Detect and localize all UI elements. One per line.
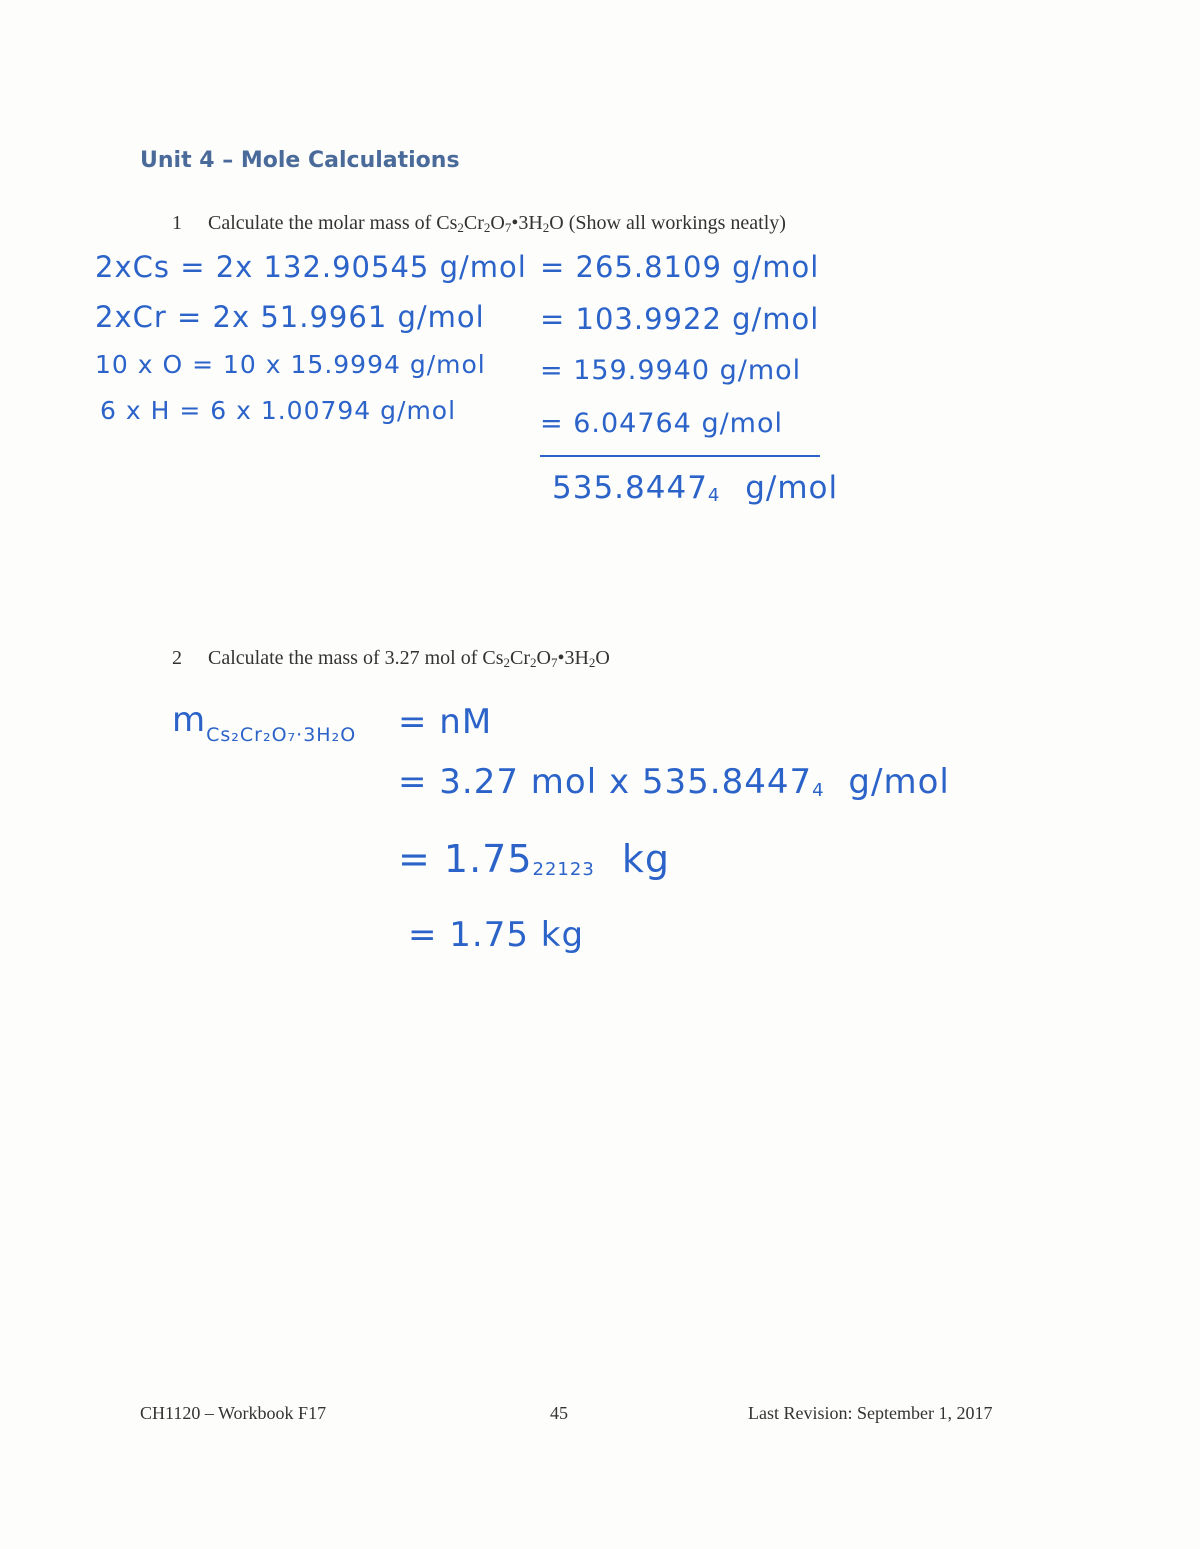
question-number: 1	[172, 212, 182, 234]
hw-line-h-right: = 6.04764 g/mol	[540, 408, 783, 439]
hw-eq-final: = 1.75 kg	[408, 915, 585, 955]
formula-part: Cr	[510, 647, 531, 669]
formula-sub: 7	[550, 655, 558, 670]
formula-sub: 2	[457, 220, 464, 235]
formula-sub: 2	[530, 655, 537, 670]
question-2	[172, 647, 610, 670]
unrounded-value: = 1.75	[398, 837, 533, 881]
substitution-value: = 3.27 mol x 535.8447	[398, 762, 813, 802]
formula-sub: 2	[483, 220, 491, 235]
footer-course: CH1120 – Workbook F17	[140, 1403, 327, 1423]
question-text-post: (Show all workings neatly)	[563, 212, 786, 234]
hw-line-cs-left: 2xCs = 2x 132.90545 g/mol	[95, 250, 527, 284]
hw-molar-mass-total	[552, 470, 838, 506]
hw-line-o-right: = 159.9940 g/mol	[540, 355, 802, 386]
hw-line-cr-right: = 103.9922 g/mol	[540, 302, 820, 336]
hw-sum-underline	[540, 455, 820, 457]
extra-digits: 22123	[532, 859, 595, 880]
formula-sub: 2	[588, 655, 596, 670]
formula-part: O	[595, 647, 610, 669]
formula-sub: 7	[504, 220, 512, 235]
question-1	[172, 212, 786, 235]
hw-eq-nm: = nM	[398, 702, 493, 742]
formula-sub: 2	[503, 655, 511, 670]
formula-part: O	[536, 647, 551, 669]
total-value: 535.8447	[552, 470, 708, 506]
guard-digit: 4	[812, 780, 825, 801]
formula-sub: 2	[542, 220, 550, 235]
hw-eq-substitution	[398, 762, 950, 802]
question-text-pre: Calculate the mass of 3.27 mol of Cs	[208, 647, 504, 669]
total-guard-digit: 4	[707, 485, 721, 506]
mass-subscript: Cs₂Cr₂O₇·3H₂O	[206, 724, 357, 746]
formula-part: •3H	[511, 212, 543, 234]
hw-line-cs-right: = 265.8109 g/mol	[540, 250, 820, 284]
total-unit: g/mol	[745, 470, 839, 506]
substitution-unit: g/mol	[848, 762, 950, 802]
unrounded-unit: kg	[621, 837, 671, 881]
footer-page-number: 45	[550, 1403, 568, 1423]
formula-part: •3H	[557, 647, 589, 669]
formula-part: O	[490, 212, 505, 234]
question-text-pre: Calculate the molar mass of Cs	[208, 212, 458, 234]
formula-part: Cr	[463, 212, 484, 234]
hw-mass-symbol	[172, 700, 357, 746]
unit-title: Unit 4 – Mole Calculations	[140, 148, 460, 173]
mass-symbol: m	[172, 700, 207, 740]
hw-line-cr-left: 2xCr = 2x 51.9961 g/mol	[95, 300, 485, 334]
hw-line-o-left: 10 x O = 10 x 15.9994 g/mol	[95, 350, 486, 379]
question-number: 2	[172, 647, 182, 669]
hw-line-h-left: 6 x H = 6 x 1.00794 g/mol	[100, 396, 457, 425]
formula-part: O	[549, 212, 564, 234]
hw-eq-unrounded	[398, 837, 670, 881]
footer-revision: Last Revision: September 1, 2017	[748, 1403, 993, 1423]
